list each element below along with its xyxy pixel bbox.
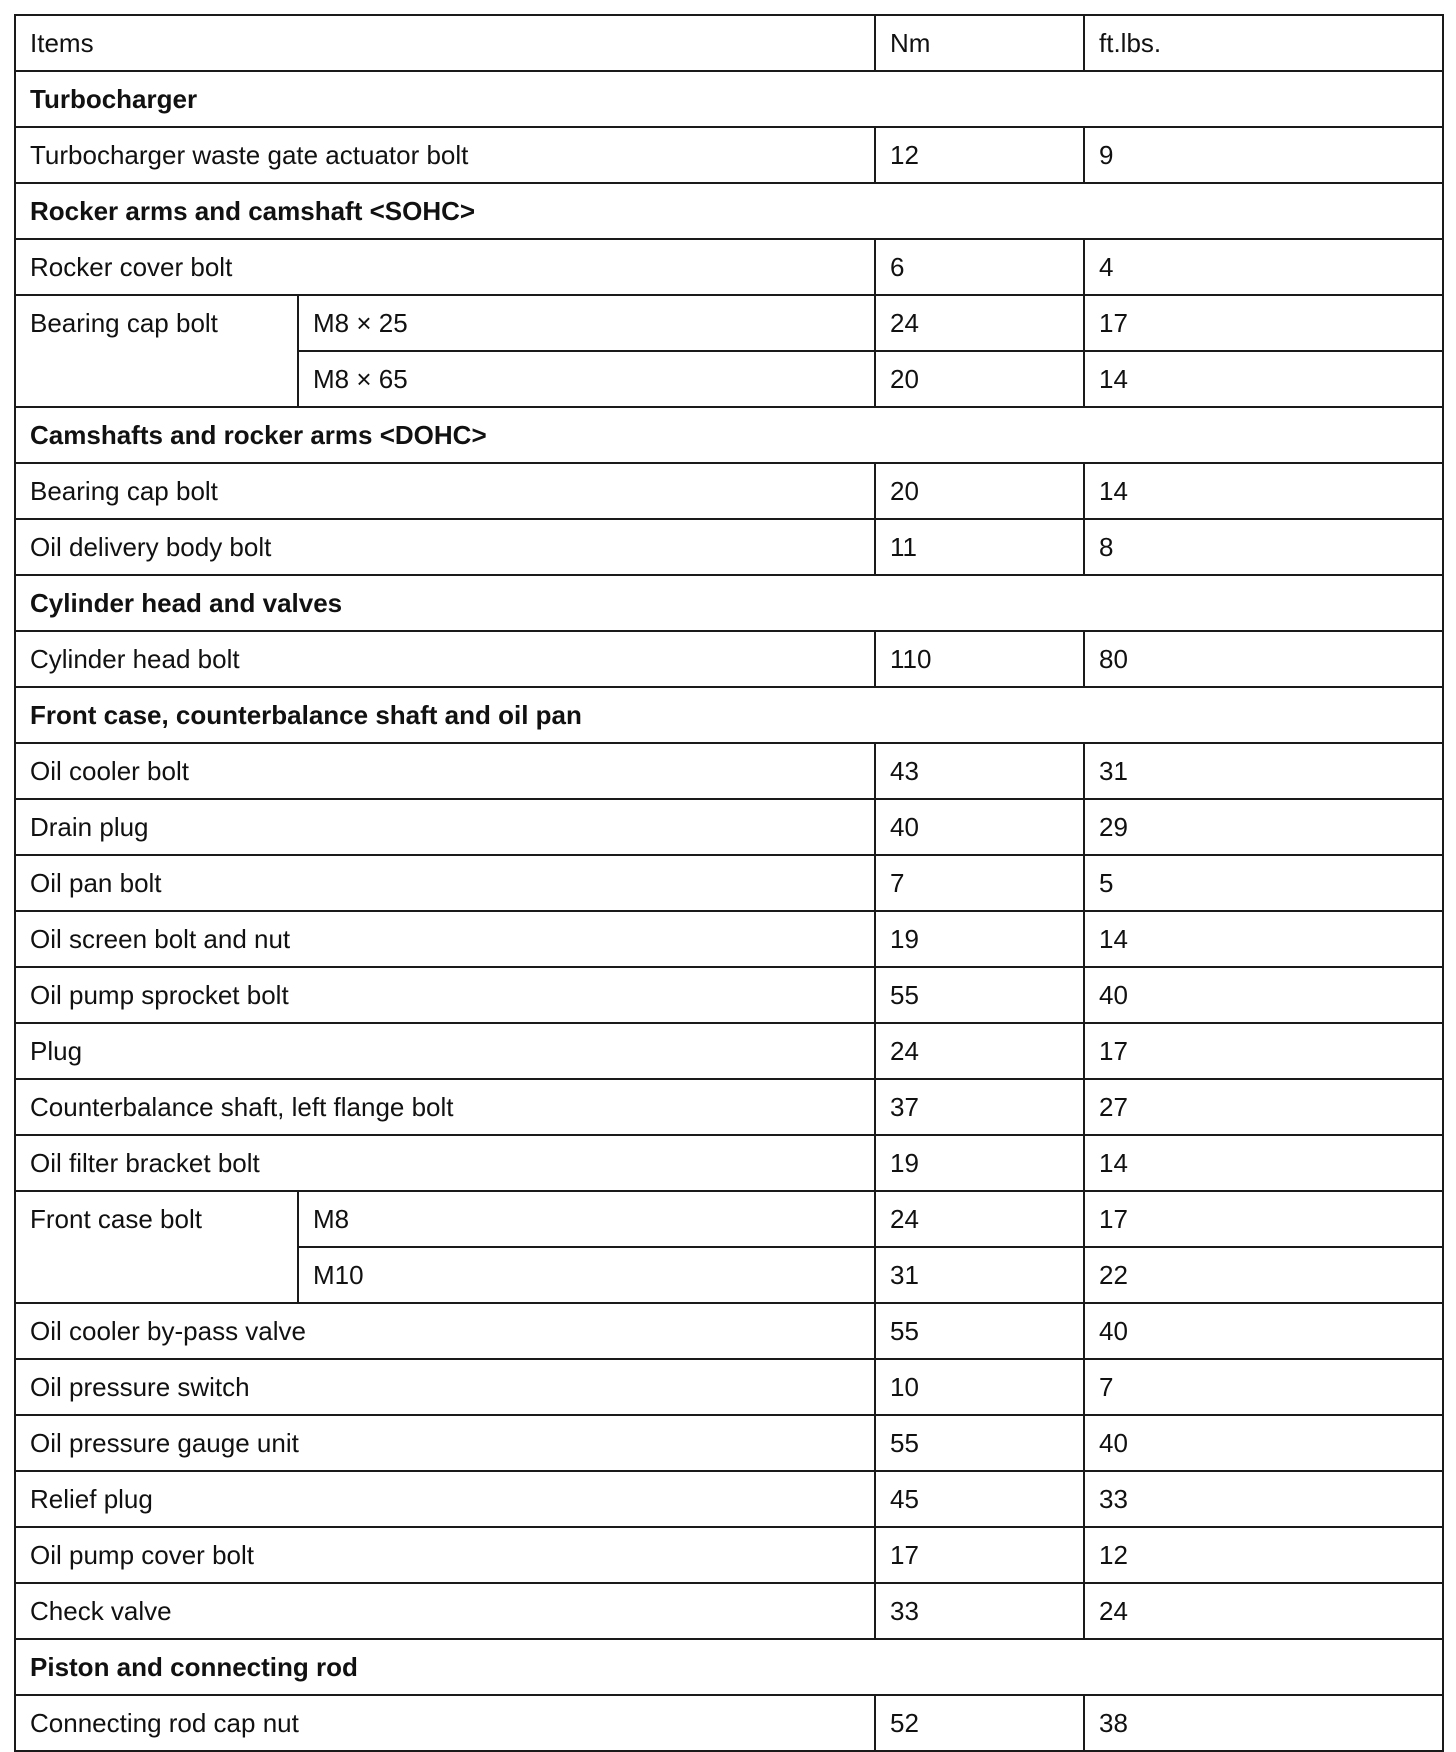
torque-nm: 24 [875,1191,1084,1247]
torque-nm: 55 [875,1303,1084,1359]
torque-nm: 12 [875,127,1084,183]
torque-ftlbs: 80 [1084,631,1443,687]
section-heading: Rocker arms and camshaft <SOHC> [15,183,1443,239]
table-row [15,911,1443,967]
table-row [15,1079,1443,1135]
item-size-spec: M8 [298,1191,875,1247]
torque-ftlbs: 38 [1084,1695,1443,1751]
torque-nm: 31 [875,1247,1084,1303]
torque-nm: 52 [875,1695,1084,1751]
section-row [15,407,1443,463]
torque-ftlbs: 14 [1084,351,1443,407]
item-name: Rocker cover bolt [15,239,875,295]
section-heading: Turbocharger [15,71,1443,127]
item-size-spec: M10 [298,1247,875,1303]
table-row [15,519,1443,575]
header-items: Items [15,15,875,71]
torque-ftlbs: 29 [1084,799,1443,855]
torque-nm: 19 [875,911,1084,967]
torque-ftlbs: 31 [1084,743,1443,799]
section-row [15,183,1443,239]
item-name: Oil cooler by-pass valve [15,1303,875,1359]
torque-ftlbs: 9 [1084,127,1443,183]
torque-ftlbs: 33 [1084,1471,1443,1527]
table-row [15,1191,1443,1247]
section-row [15,1639,1443,1695]
table-row [15,239,1443,295]
item-name: Bearing cap bolt [15,295,298,407]
torque-ftlbs: 40 [1084,1415,1443,1471]
item-name: Drain plug [15,799,875,855]
table-row [15,127,1443,183]
table-row [15,1023,1443,1079]
item-size-spec: M8 × 65 [298,351,875,407]
item-name: Check valve [15,1583,875,1639]
torque-nm: 40 [875,799,1084,855]
section-heading: Front case, counterbalance shaft and oil pan [15,687,1443,743]
torque-ftlbs: 14 [1084,1135,1443,1191]
torque-ftlbs: 40 [1084,967,1443,1023]
torque-ftlbs: 14 [1084,463,1443,519]
torque-ftlbs: 5 [1084,855,1443,911]
item-name: Bearing cap bolt [15,463,875,519]
torque-nm: 43 [875,743,1084,799]
torque-nm: 45 [875,1471,1084,1527]
torque-nm: 55 [875,967,1084,1023]
item-name: Oil pump cover bolt [15,1527,875,1583]
table-row [15,1471,1443,1527]
torque-ftlbs: 22 [1084,1247,1443,1303]
item-name: Cylinder head bolt [15,631,875,687]
torque-nm: 20 [875,463,1084,519]
table-row [15,295,1443,351]
item-name: Counterbalance shaft, left flange bolt [15,1079,875,1135]
torque-nm: 55 [875,1415,1084,1471]
table-row [15,799,1443,855]
section-heading: Camshafts and rocker arms <DOHC> [15,407,1443,463]
table-row [15,1303,1443,1359]
item-name: Turbocharger waste gate actuator bolt [15,127,875,183]
torque-nm: 20 [875,351,1084,407]
torque-nm: 6 [875,239,1084,295]
item-name: Connecting rod cap nut [15,1695,875,1751]
table-row [15,967,1443,1023]
header-row [15,15,1443,71]
torque-nm: 7 [875,855,1084,911]
item-size-spec: M8 × 25 [298,295,875,351]
item-name: Oil delivery body bolt [15,519,875,575]
torque-ftlbs: 12 [1084,1527,1443,1583]
item-name: Oil screen bolt and nut [15,911,875,967]
table-row [15,1527,1443,1583]
item-name: Oil cooler bolt [15,743,875,799]
torque-ftlbs: 17 [1084,1023,1443,1079]
item-name: Oil filter bracket bolt [15,1135,875,1191]
torque-nm: 11 [875,519,1084,575]
section-heading: Cylinder head and valves [15,575,1443,631]
torque-nm: 110 [875,631,1084,687]
torque-ftlbs: 40 [1084,1303,1443,1359]
torque-ftlbs: 8 [1084,519,1443,575]
torque-nm: 10 [875,1359,1084,1415]
table-row [15,1359,1443,1415]
table-row [15,1583,1443,1639]
table-row [15,1695,1443,1751]
torque-ftlbs: 24 [1084,1583,1443,1639]
header-ftlbs: ft.lbs. [1084,15,1443,71]
item-name: Oil pan bolt [15,855,875,911]
item-name: Plug [15,1023,875,1079]
torque-nm: 24 [875,1023,1084,1079]
torque-ftlbs: 7 [1084,1359,1443,1415]
torque-nm: 24 [875,295,1084,351]
table-row [15,743,1443,799]
section-row [15,71,1443,127]
table-row [15,855,1443,911]
torque-ftlbs: 17 [1084,295,1443,351]
item-name: Front case bolt [15,1191,298,1303]
torque-ftlbs: 14 [1084,911,1443,967]
torque-nm: 19 [875,1135,1084,1191]
item-name: Oil pump sprocket bolt [15,967,875,1023]
section-row [15,575,1443,631]
item-name: Oil pressure gauge unit [15,1415,875,1471]
table-row [15,1135,1443,1191]
header-nm: Nm [875,15,1084,71]
torque-nm: 37 [875,1079,1084,1135]
table-row [15,631,1443,687]
torque-ftlbs: 17 [1084,1191,1443,1247]
torque-spec-table [14,14,1444,1752]
torque-ftlbs: 27 [1084,1079,1443,1135]
torque-ftlbs: 4 [1084,239,1443,295]
table-row [15,1415,1443,1471]
item-name: Oil pressure switch [15,1359,875,1415]
item-name: Relief plug [15,1471,875,1527]
torque-nm: 17 [875,1527,1084,1583]
section-row [15,687,1443,743]
table-row [15,463,1443,519]
section-heading: Piston and connecting rod [15,1639,1443,1695]
torque-nm: 33 [875,1583,1084,1639]
